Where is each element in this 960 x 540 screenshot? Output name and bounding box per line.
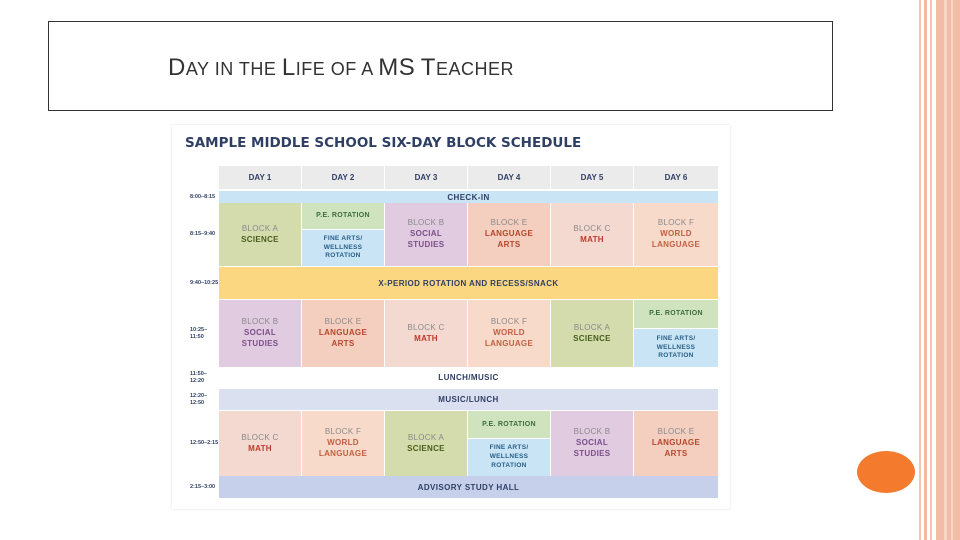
block-subject: SOCIAL STUDIES — [573, 438, 611, 458]
block-letter: BLOCK C — [407, 322, 445, 332]
title-cap: MS — [378, 54, 416, 81]
block-cell — [551, 203, 633, 266]
music-lunch-band: MUSIC/LUNCH — [219, 389, 718, 410]
block-cell — [219, 203, 301, 266]
block-letter: BLOCK F — [657, 218, 695, 228]
block-subject: LANGUAGE ARTS — [651, 438, 701, 458]
day-header: DAY 6 — [634, 166, 718, 189]
block-subject: MATH — [248, 443, 272, 453]
block-cell — [634, 203, 718, 266]
lunch-music-band: LUNCH/MUSIC — [219, 367, 718, 388]
block-cell — [551, 411, 633, 476]
block-cell — [219, 411, 301, 476]
advisory-band: ADVISORY STUDY HALL — [219, 476, 718, 498]
title-text: AY IN THE — [185, 59, 282, 79]
block-letter: BLOCK F — [324, 427, 362, 437]
day-header: DAY 4 — [468, 166, 550, 189]
decor-stripe — [919, 0, 921, 540]
block-cell — [551, 300, 633, 367]
block-letter: BLOCK E — [324, 317, 362, 327]
block-cell — [385, 203, 467, 266]
time-label: 10:25–11:50 — [190, 326, 208, 340]
day-header: DAY 1 — [219, 166, 301, 189]
block-letter: BLOCK E — [657, 427, 695, 437]
block-subject: WORLD LANGUAGE — [318, 438, 368, 458]
block-subject: SCIENCE — [407, 443, 445, 453]
decor-stripe — [944, 0, 947, 540]
block-letter: BLOCK A — [407, 432, 445, 442]
decor-stripe — [924, 0, 927, 540]
fine-arts-cell: FINE ARTS/ WELLNESS ROTATION — [634, 329, 718, 367]
title-text: EACHER — [435, 59, 514, 79]
block-letter: BLOCK C — [573, 223, 611, 233]
time-label: 12:20–12:50 — [190, 393, 208, 406]
decor-stripe — [930, 0, 932, 540]
block-cell — [468, 203, 550, 266]
block-subject: SOCIAL STUDIES — [407, 229, 445, 249]
block-letter: BLOCK A — [241, 223, 279, 233]
orange-circle-decoration — [857, 451, 915, 493]
schedule-title: SAMPLE MIDDLE SCHOOL SIX-DAY BLOCK SCHEDULE — [185, 135, 582, 151]
time-label: 8:15–9:40 — [190, 231, 216, 238]
block-cell — [385, 411, 467, 476]
fine-arts-cell: FINE ARTS/ WELLNESS ROTATION — [468, 439, 550, 476]
checkin-band: CHECK-IN — [219, 191, 718, 203]
title-cap: T — [420, 54, 436, 81]
title-cap: D — [168, 54, 186, 81]
block-subject: MATH — [580, 234, 604, 244]
block-letter: BLOCK A — [573, 322, 611, 332]
block-subject: LANGUAGE ARTS — [484, 229, 534, 249]
time-label: 11:50–12:20 — [190, 371, 207, 384]
pe-rotation-cell: P.E. ROTATION — [634, 300, 718, 328]
day-header: DAY 3 — [385, 166, 467, 189]
time-label: 8:00–8:15 — [190, 193, 216, 200]
block-letter: BLOCK C — [241, 432, 279, 442]
decor-stripe — [951, 0, 953, 540]
slide-title — [168, 54, 514, 82]
block-letter: BLOCK B — [241, 317, 279, 327]
block-cell — [468, 300, 550, 367]
block-letter: BLOCK E — [490, 218, 528, 228]
time-label: 12:50–2:15 — [190, 440, 219, 447]
decor-stripe — [936, 0, 960, 540]
block-subject: SOCIAL STUDIES — [241, 328, 279, 348]
xperiod-band: X-PERIOD ROTATION AND RECESS/SNACK — [219, 267, 718, 299]
block-cell — [302, 411, 384, 476]
block-letter: BLOCK F — [490, 317, 528, 327]
block-cell — [385, 300, 467, 367]
block-cell — [219, 300, 301, 367]
fine-arts-cell: FINE ARTS/ WELLNESS ROTATION — [302, 230, 384, 266]
pe-rotation-cell: P.E. ROTATION — [302, 203, 384, 229]
title-cap: L — [281, 54, 296, 81]
block-subject: SCIENCE — [241, 234, 279, 244]
block-cell — [634, 411, 718, 476]
block-cell — [302, 300, 384, 367]
schedule-image — [172, 125, 730, 509]
block-subject: LANGUAGE ARTS — [318, 328, 368, 348]
time-label: 2:15–3:00 — [190, 483, 216, 490]
pe-rotation-cell: P.E. ROTATION — [468, 411, 550, 438]
title-text: IFE OF A — [295, 59, 379, 79]
time-label: 9:40–10:25 — [190, 279, 219, 286]
day-header: DAY 2 — [302, 166, 384, 189]
block-letter: BLOCK B — [573, 427, 611, 437]
block-subject: WORLD LANGUAGE — [651, 229, 701, 249]
day-header: DAY 5 — [551, 166, 633, 189]
block-subject: WORLD LANGUAGE — [484, 328, 534, 348]
block-subject: SCIENCE — [573, 333, 611, 343]
block-subject: MATH — [414, 333, 438, 343]
block-letter: BLOCK B — [407, 218, 445, 228]
